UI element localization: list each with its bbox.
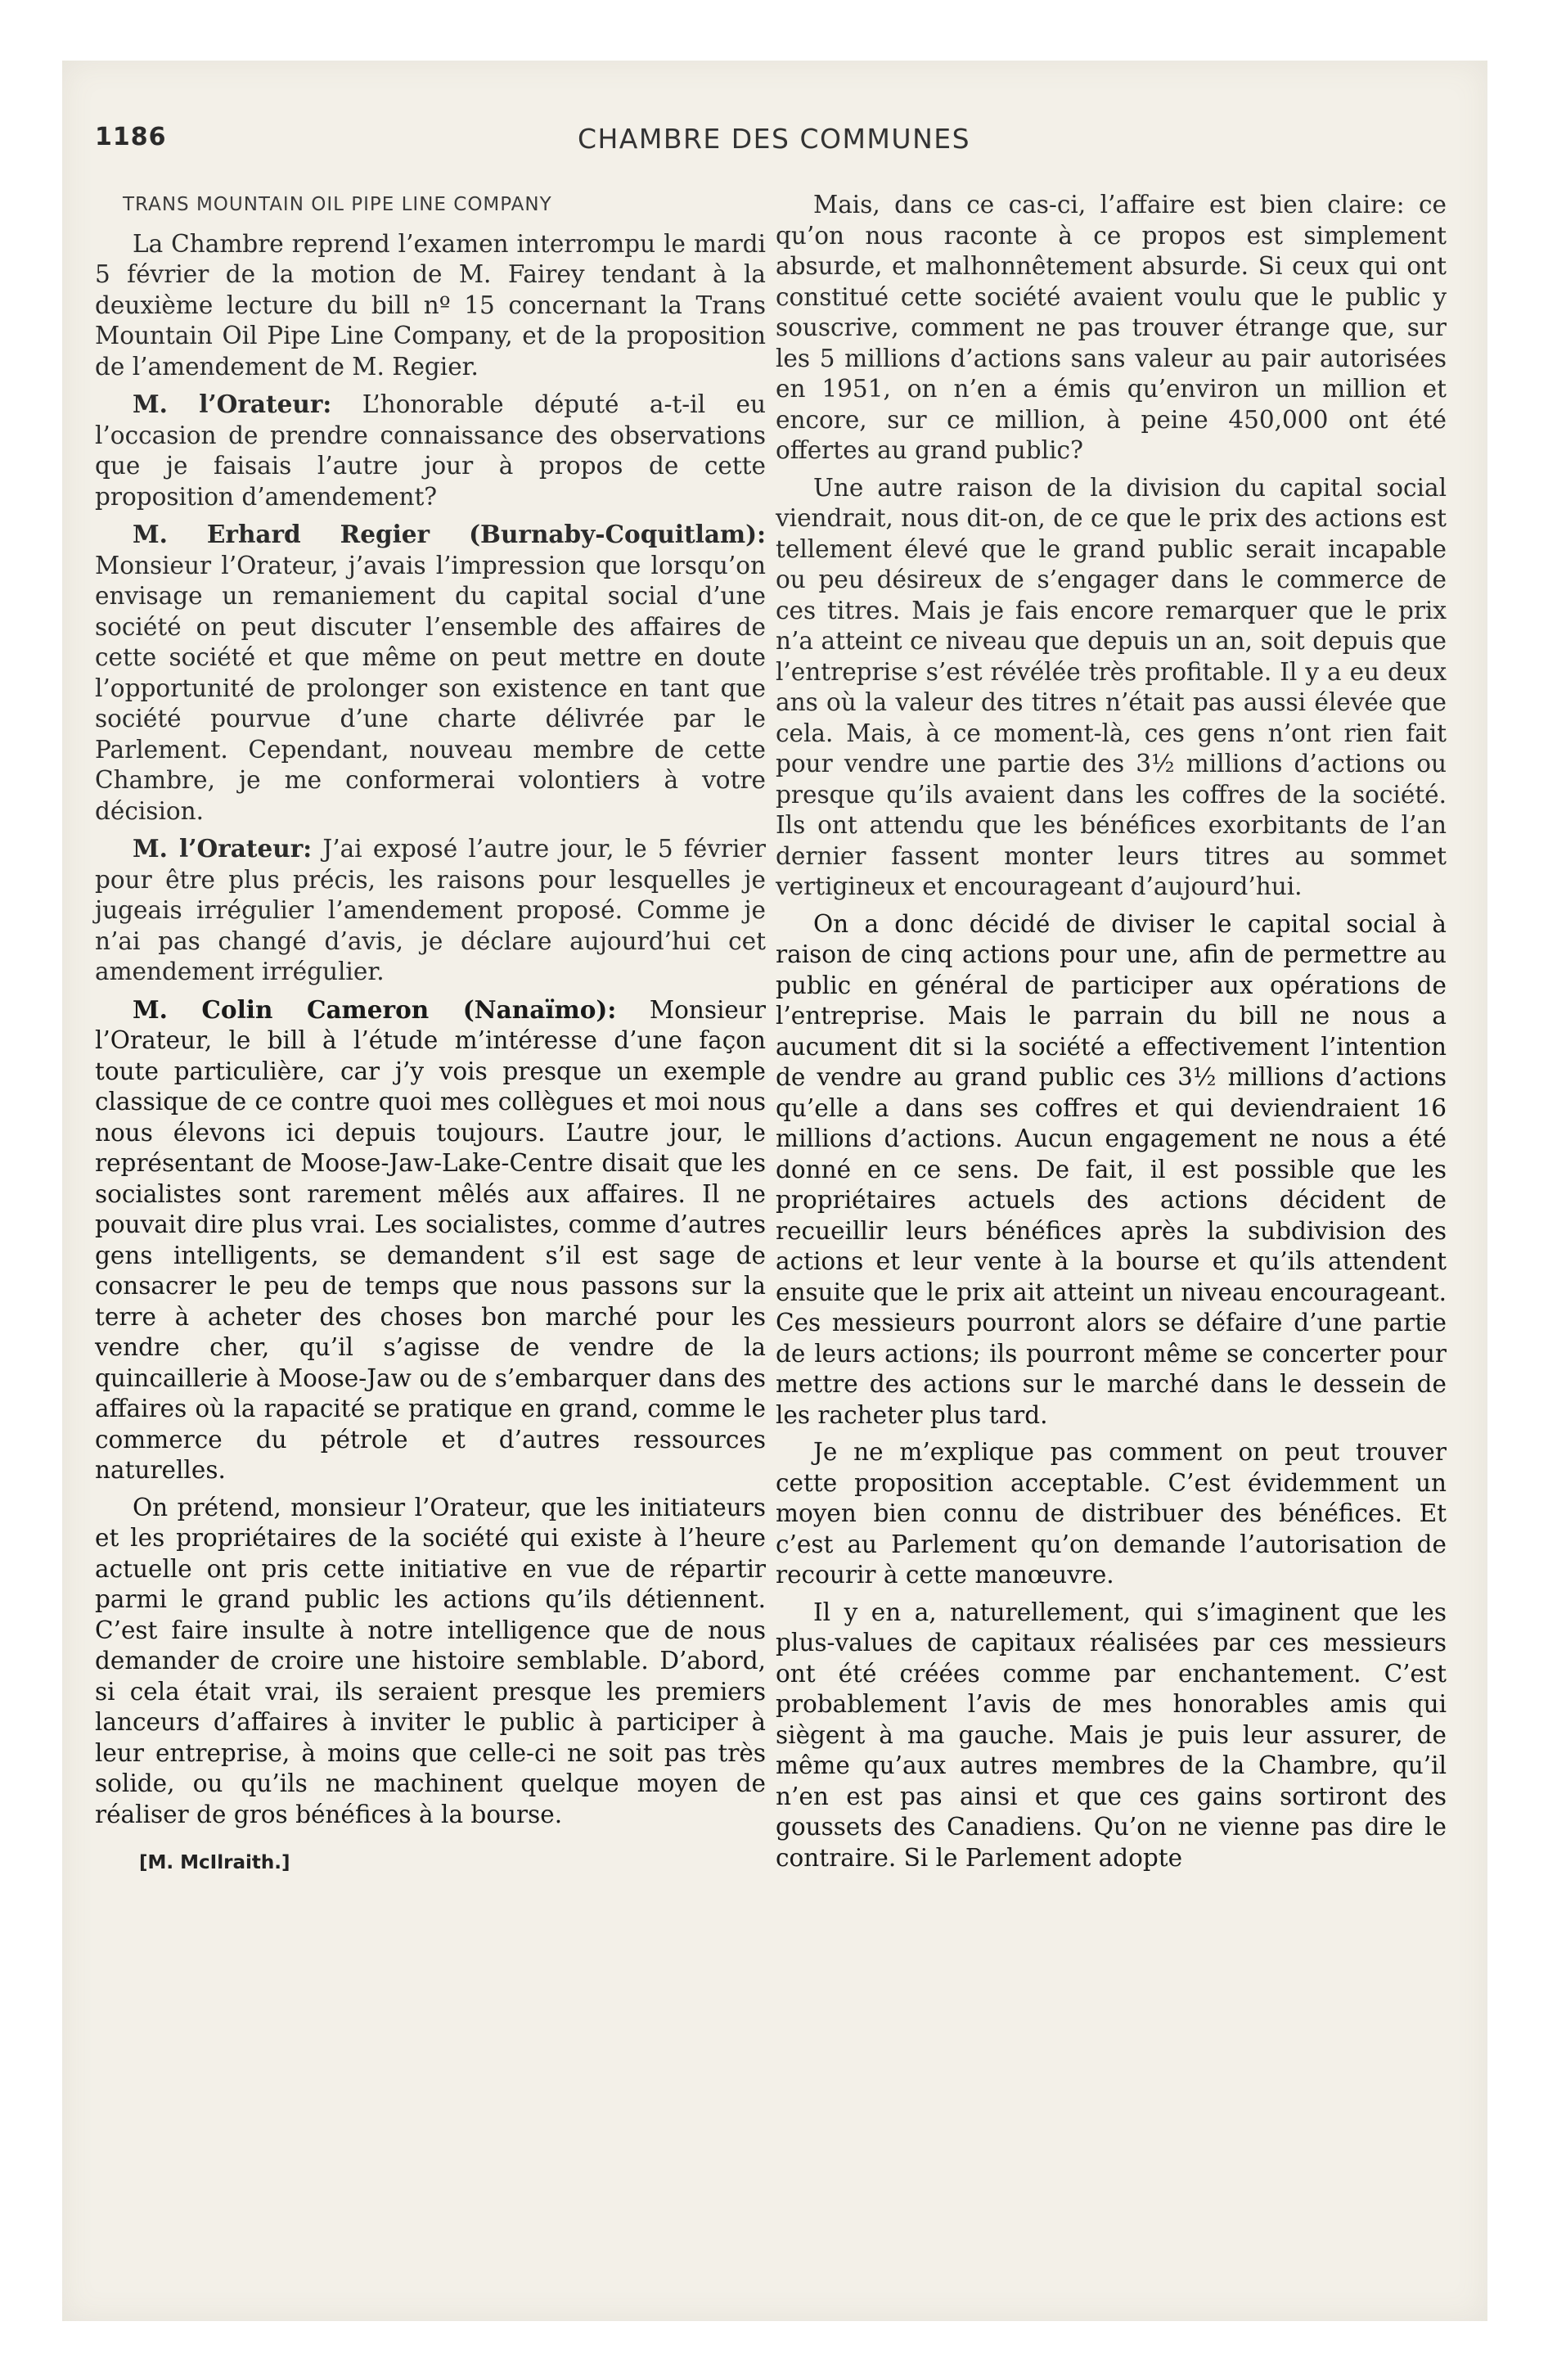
paragraph: On a donc décidé de diviser le capital social à raison de cinq actions pour une, afin de permettre au public en général de participer aux opérations de l’entreprise. Mais le parrain du bill ne nous a aucument dit si la société a effectivement l’intention de vendre au grand public ces 3½ millions d’actions qu’elle a dans ses coffres et qui deviendraient 16 millions d’actions. Aucun engagement ne nous a été donné en ce sens. De fait, il est possible que les propriétaires actuels des actions décident de recueillir leurs bénéfices après la subdivision des actions et leur vente à la bourse et qu’ils attendent ensuite que le prix ait atteint un niveau encourageant. Ces messieurs pourront alors se défaire d’une partie de leurs actions; ils pourront même se concerter pour mettre des actions sur le marché dans le dessein de les racheter plus tard. <box>776 909 1447 1429</box>
speech-text: J’ai exposé l’autre jour, le 5 février pour être plus précis, les raisons pour lesquelles je jugeais irrégulier l’amendement proposé. Comme je n’ai pas changé d’avis, je déclare aujourd’hui cet amendement irrégulier. <box>95 835 766 985</box>
right-column <box>776 190 1447 1880</box>
speech-text: Monsieur l’Orateur, j’avais l’impression que lorsqu’on envisage un remaniement du capital social d’une société on peut discuter l’ensemble des affaires de cette société et que même on peut mettre en doute l’opportunité de prolonger son existence en tant que société pourvue d’une charte délivrée par le Parlement. Cependant, nouveau membre de cette Chambre, je me conformerai volontiers à votre décision. <box>95 551 766 825</box>
speaker-name: M. l’Orateur: <box>133 390 332 418</box>
paragraph: Mais, dans ce cas-ci, l’affaire est bien claire: ce qu’on nous raconte à ce propos est simplement absurde, et malhonnêtement absurde. Si ceux qui ont constitué cette société avaient voulu que le public y souscrive, comment ne pas trouver étrange que, sur les 5 millions d’actions sans valeur au pair autorisées en 1951, on n’en a émis qu’environ un million et encore, sur ce million, à peine 450,000 ont été offertes au grand public? <box>776 191 1447 464</box>
paragraph: On prétend, monsieur l’Orateur, que les initiateurs et les propriétaires de la société qui existe à l’heure actuelle ont pris cette initiative en vue de répartir parmi le grand public les actions qu’ils détiennent. C’est faire insulte à notre intelligence que de nous demander de croire une histoire semblable. D’abord, si cela était vrai, ils seraient presque les premiers lanceurs d’affaires à inviter le public à participer à leur entreprise, à moins que celle-ci ne soit pas très solide, ou qu’ils ne machinent quelque moyen de réaliser de gros bénéfices à la bourse. <box>95 1493 766 1828</box>
paragraph: Il y en a, naturellement, qui s’imaginent que les plus-values de capitaux réalisées par ces messieurs ont été créées comme par enchantement. C’est probablement l’avis de mes honorables amis qui siègent à ma gauche. Mais je puis leur assurer, de même qu’aux autres membres de la Chambre, qu’il n’en est pas ainsi et que ces gains sortiront des goussets des Canadiens. Qu’on ne vienne pas dire le contraire. Si le Parlement adopte <box>776 1598 1447 1872</box>
speech-text: Monsieur l’Orateur, le bill à l’étude m’intéresse d’une façon toute particulière, car j’y vois presque un exemple classique de ce contre quoi mes collègues et moi nous nous élevons ici depuis toujours. L’autre jour, le représentant de Moose-Jaw-Lake-Centre disait que les socialistes sont rarement mêlés aux affaires. Il ne pouvait dire plus vrai. Les socialistes, comme d’autres gens intelligents, se demandent s’il est sage de consacrer le peu de temps que nous passons sur la terre à acheter des choses bon marché pour les vendre cher, qu’il s’agisse de vendre de la quincaillerie à Moose-Jaw ou de s’embarquer dans des affaires où la rapacité se pratique en grand, comme le commerce du pétrole et d’autres ressources naturelles. <box>95 995 766 1484</box>
speaker-name: M. Erhard Regier (Burnaby-Coquitlam): <box>133 520 766 548</box>
paragraph: La Chambre reprend l’examen interrompu le mardi 5 février de la motion de M. Fairey tendant à la deuxième lecture du bill nº 15 concernant la Trans Mountain Oil Pipe Line Company, et de la proposition de l’amendement de M. Regier. <box>95 229 766 381</box>
speaker-name: M. Colin Cameron (Nanaïmo): <box>133 994 617 1024</box>
page-number: 1186 <box>95 123 167 151</box>
page-header <box>95 123 1453 172</box>
speech-paragraph <box>95 994 766 1486</box>
section-title: TRANS MOUNTAIN OIL PIPE LINE COMPANY <box>123 194 552 215</box>
paragraph: Une autre raison de la division du capital social viendrait, nous dit-on, de ce que le prix des actions est tellement élevé que le grand public serait incapable ou peu désireux de s’engager dans le commerce de ces titres. Mais je fais encore remarquer que le prix n’a atteint ce niveau que depuis un an, soit depuis que l’entreprise s’est révélée très profitable. Il y a eu deux ans où la valeur des titres n’était pas aussi élevée que cela. Mais, à ce moment-là, ces gens n’ont rien fait pour vendre une partie des 3½ millions d’actions ou presque qu’ils avaient dans les coffres de la société. Ils ont attendu que les bénéfices exorbitants de l’an dernier fassent monter leurs titres au sommet vertigineux et encourageant d’aujourd’hui. <box>776 473 1447 900</box>
paragraph: Je ne m’explique pas comment on peut trouver cette proposition acceptable. C’est évidemment un moyen bien connu de distribuer des bénéfices. Et c’est au Parlement qu’on demande l’autorisation de recourir à cette manœuvre. <box>776 1438 1447 1589</box>
speech-paragraph <box>95 389 766 512</box>
signature-note: [M. McIlraith.] <box>139 1852 290 1873</box>
speech-text: L’honorable député a-t-il eu l’occasion de prendre connaissance des observations que je faisais l’autre jour à propos de cette proposition d’amendement? <box>95 390 766 511</box>
speech-paragraph <box>95 833 766 988</box>
speaker-name: M. l’Orateur: <box>133 834 313 863</box>
running-head: CHAMBRE DES COMMUNES <box>577 123 971 155</box>
speech-paragraph <box>95 519 766 827</box>
left-column <box>95 190 766 1886</box>
